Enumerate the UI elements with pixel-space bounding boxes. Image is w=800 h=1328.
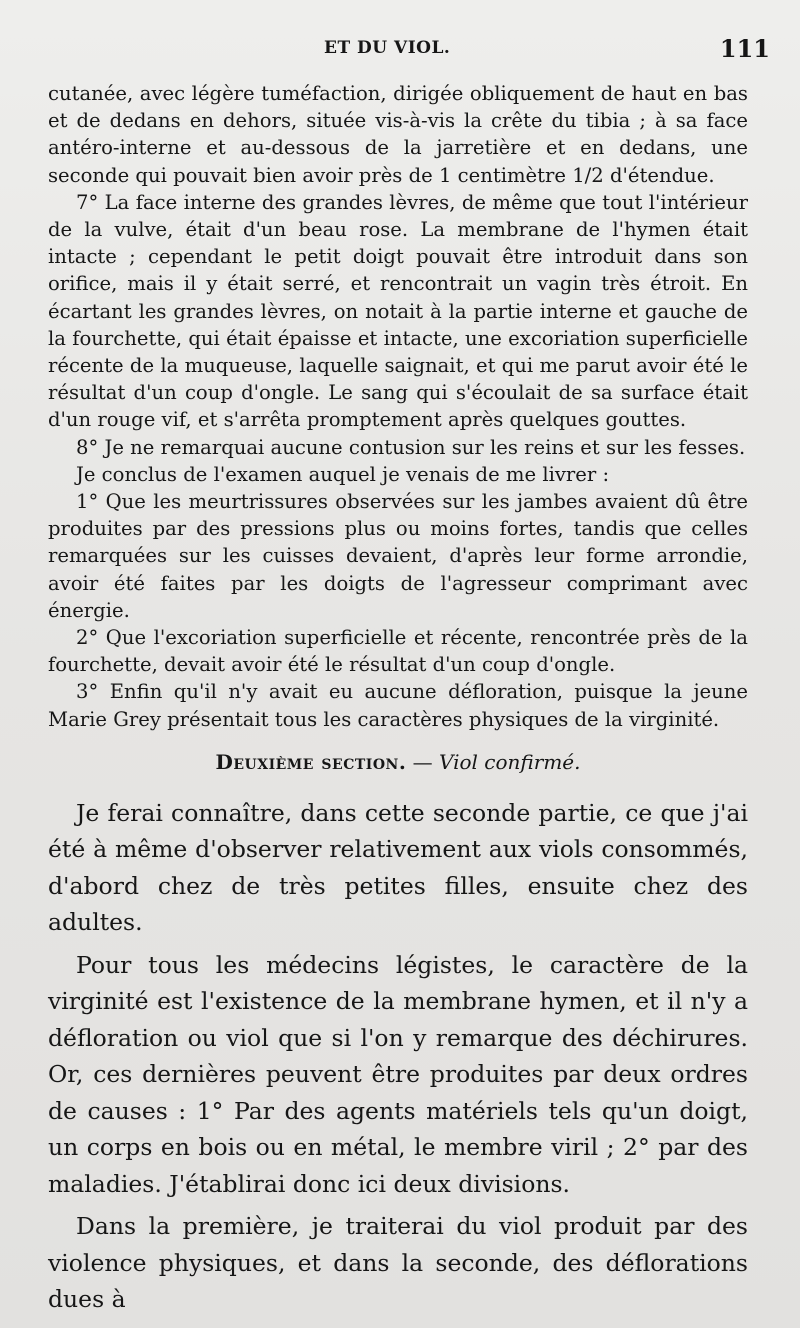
small-type-block: [48, 80, 748, 733]
section-title: Viol confirmé.: [439, 749, 581, 774]
page-number: 111: [719, 34, 770, 63]
paragraph: Dans la première, je traiterai du viol produit par des violence physiques, et dans la seconde, des déflorations dues à: [48, 1212, 748, 1314]
paragraph: 3° Enfin qu'il n'y avait eu aucune défloration, puisque la jeune Marie Grey présentait tous les caractères physiques de la virginité.: [48, 680, 748, 731]
large-type-block: [48, 795, 748, 1318]
running-head: ET DU VIOL.: [324, 38, 451, 58]
paragraph: 8° Je ne remarquai aucune contusion sur les reins et sur les fesses.: [76, 435, 746, 459]
paragraph: Pour tous les médecins légistes, le caractère de la virginité est l'existence de la membrane hymen, et il n'y a défloration ou viol que si l'on y remarque des déchirures. Or, ces dernières peuvent être produites par deux ordres de causes : 1° Par des agents matériels tels qu'un doigt, un corps en bois ou en métal, le membre viril ; 2° par des maladies. J'établirai donc ici deux divisions.: [48, 950, 748, 1198]
section-heading: [48, 747, 748, 777]
page-header: [48, 34, 772, 68]
paragraph: 7° La face interne des grandes lèvres, de même que tout l'intérieur de la vulve, était d'un beau rose. La membrane de l'hymen était intacte ; cependant le petit doigt pouvait être introduit dans son orifice, mais il y était serré, et rencontrait un vagin très étroit. En écartant les grandes lèvres, on notait à la partie interne et gauche de la fourchette, qui était épaisse et intacte, une excoriation superficielle récente de la muqueuse, laquelle saignait, et qui me parut avoir été le résultat d'un coup d'ongle. Le sang qui s'écoulait de sa surface était d'un rouge vif, et s'arrêta promptement après quelques gouttes.: [48, 190, 748, 432]
paragraph: Je conclus de l'examen auquel je venais de me livrer :: [76, 462, 610, 486]
paragraph: Je ferai connaître, dans cette seconde partie, ce que j'ai été à même d'observer relativement aux viols consommés, d'abord chez de très petites filles, ensuite chez des adultes.: [48, 798, 748, 937]
section-dash: —: [406, 749, 440, 774]
section-label: Deuxième section.: [215, 749, 407, 774]
paragraph: 1° Que les meurtrissures observées sur les jambes avaient dû être produites par des pressions plus ou moins fortes, tandis que celles remarquées sur les cuisses devaient, d'après leur forme arrondie, avoir été faites par les doigts de l'agresseur comprimant avec énergie.: [48, 490, 748, 622]
page-body: [48, 80, 748, 1318]
paragraph: 2° Que l'excoriation superficielle et récente, rencontrée près de la fourchette, devait avoir été le résultat d'un coup d'ongle.: [48, 626, 748, 677]
paragraph: cutanée, avec légère tuméfaction, dirigée obliquement de haut en bas et de dedans en dehors, située vis-à-vis la crête du tibia ; à sa face antéro-interne et au-dessous de la jarretière et en dedans, une seconde qui pouvait bien avoir près de 1 centimètre 1/2 d'étendue.: [48, 82, 748, 187]
